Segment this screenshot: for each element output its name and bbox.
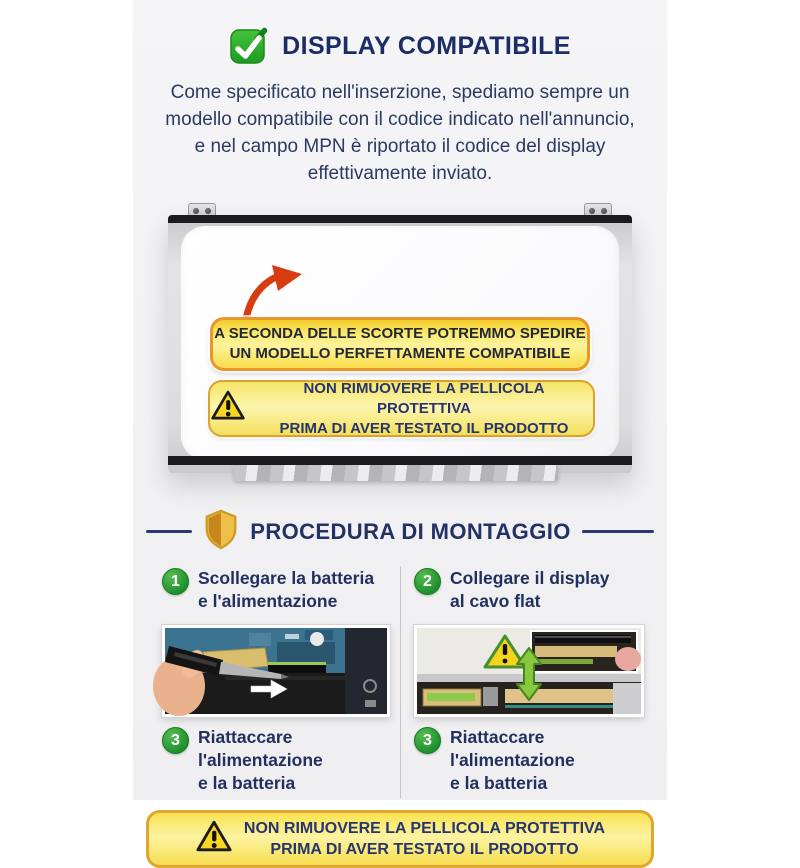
photo-disconnect-battery: [162, 625, 390, 717]
foil-covered-pcb: [234, 465, 558, 481]
footer-warning-line1: NON RIMUOVERE LA PELLICOLA PROTETTIVA: [243, 820, 606, 837]
film-warning-label: [208, 380, 595, 437]
step-3-left-line1: Riattaccare l'alimentazione: [198, 727, 323, 770]
stock-notice-line1: A SECONDA DELLE SCORTE POTREMMO SPEDIRE: [214, 325, 586, 342]
panel-bottom-edge: [168, 456, 632, 465]
header: [133, 0, 667, 69]
photo-connect-flat-cable: [414, 625, 644, 717]
step-3-left-line2: e la batteria: [198, 773, 296, 793]
footer-warning-banner: [146, 810, 654, 868]
intro-line: effettivamente inviato.: [307, 163, 493, 184]
step-3-right: [400, 717, 653, 802]
intro-line: e nel campo MPN è riportato il codice del display: [194, 136, 606, 157]
divider-line-left: [146, 530, 192, 533]
connector-inset-photo: [531, 631, 641, 672]
panel-top-edge: [168, 215, 632, 223]
step-1-line1: Scollegare la batteria: [198, 568, 375, 588]
step-3-right-line1: Riattaccare l'alimentazione: [450, 727, 575, 770]
step-3-right-line2: e la batteria: [450, 773, 548, 793]
intro-paragraph: [133, 79, 667, 187]
intro-line: Come specificato nell'inserzione, spediamo sempre un: [170, 82, 630, 103]
checkmark-icon: [229, 24, 269, 69]
stock-notice-label: [210, 317, 590, 371]
step-2: [400, 562, 653, 620]
shield-icon: [203, 509, 239, 554]
step-2-badge: 2: [414, 568, 441, 595]
procedure-header: [133, 509, 667, 554]
film-warning-line2: PRIMA DI AVER TESTATO IL PRODOTTO: [279, 419, 569, 437]
red-arrow-icon: [234, 261, 310, 323]
procedure-title: PROCEDURA DI MONTAGGIO: [250, 518, 571, 544]
step-3-left-badge: 3: [162, 727, 189, 754]
step-2-line1: Collegare il display: [450, 568, 610, 588]
lcd-panel-image: [168, 203, 632, 479]
page-title: DISPLAY COMPATIBILE: [282, 32, 571, 60]
step-3-left: [147, 717, 400, 802]
step-1: [147, 562, 400, 620]
content-column: [133, 0, 667, 858]
procedure-steps: [147, 562, 653, 802]
step-1-line2: e l'alimentazione: [198, 591, 338, 611]
warning-triangle-icon: [210, 389, 246, 428]
step-3-right-badge: 3: [414, 727, 441, 754]
film-warning-line1: NON RIMUOVERE LA PELLICOLA PROTETTIVA: [303, 379, 545, 417]
step-1-badge: 1: [162, 568, 189, 595]
stock-notice-line2: UN MODELLO PERFETTAMENTE COMPATIBILE: [229, 345, 571, 362]
intro-line: modello compatibile con il codice indicato nell'annuncio,: [165, 109, 635, 130]
warning-triangle-icon: [195, 819, 233, 860]
divider-line-right: [582, 530, 654, 533]
step-2-line2: al cavo flat: [450, 591, 541, 611]
footer-warning-line2: PRIMA DI AVER TESTATO IL PRODOTTO: [270, 841, 579, 858]
